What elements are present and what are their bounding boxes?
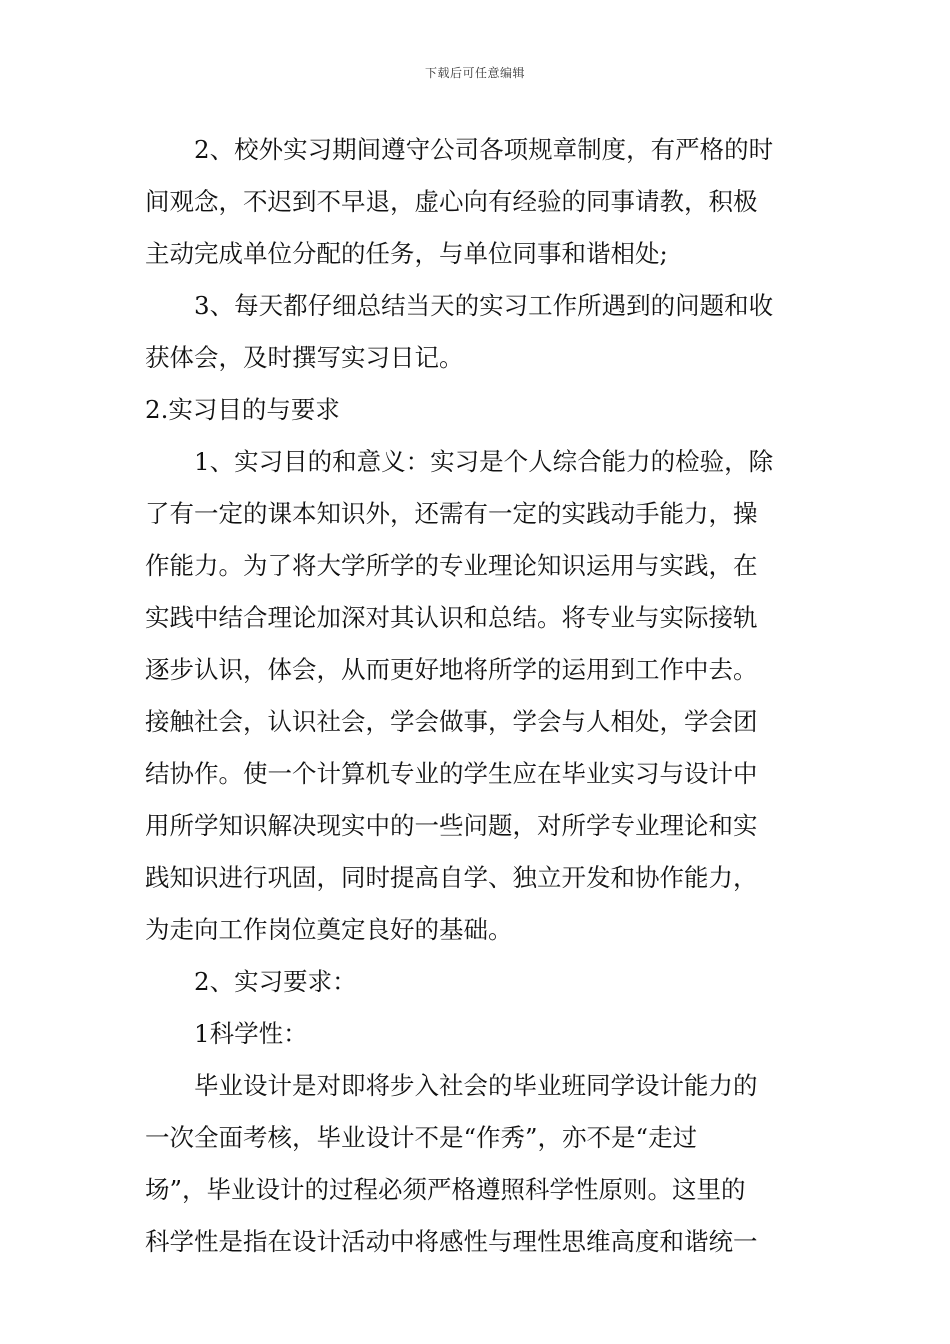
text-line: 践知识进行巩固，同时提高自学、独立开发和协作能力，: [145, 863, 758, 892]
text-line: 2、校外实习期间遵守公司各项规章制度，有严格的时: [194, 135, 774, 164]
text-line: 为走向工作岗位奠定良好的基础。: [145, 915, 513, 944]
text-line: 用所学知识解决现实中的一些问题，对所学专业理论和实: [145, 811, 758, 840]
text-line: 场”，毕业设计的过程必须严格遵照科学性原则。这里的: [145, 1175, 746, 1204]
text-line: 逐步认识，体会，从而更好地将所学的运用到工作中去。: [145, 655, 758, 684]
text-line: 主动完成单位分配的任务，与单位同事和谐相处;: [145, 239, 668, 268]
text-line: 结协作。使一个计算机专业的学生应在毕业实习与设计中: [145, 759, 758, 788]
page-header: 下载后可任意编辑: [424, 66, 525, 80]
document-body: [145, 124, 807, 1268]
text-line: 作能力。为了将大学所学的专业理论知识运用与实践，在: [145, 551, 758, 580]
text-line: 3、每天都仔细总结当天的实习工作所遇到的问题和收: [194, 291, 774, 320]
text-line: 1、实习目的和意义：实习是个人综合能力的检验，除: [194, 447, 774, 476]
subsection-heading: 2、实习要求：: [194, 967, 357, 996]
subsection-heading: 1科学性：: [194, 1019, 308, 1048]
text-line: 间观念，不迟到不早退，虚心向有经验的同事请教，积极: [145, 187, 758, 216]
text-line: 实践中结合理论加深对其认识和总结。将专业与实际接轨: [145, 603, 758, 632]
text-line: 了有一定的课本知识外，还需有一定的实践动手能力，操: [145, 499, 758, 528]
text-line: 一次全面考核，毕业设计不是“作秀”，亦不是“走过: [145, 1123, 698, 1152]
text-line: 获体会，及时撰写实习日记。: [145, 343, 464, 372]
section-heading: 2.实习目的与要求: [145, 395, 340, 424]
text-line: 接触社会，认识社会，学会做事，学会与人相处，学会团: [145, 707, 758, 736]
text-line: 毕业设计是对即将步入社会的毕业班同学设计能力的: [194, 1071, 758, 1100]
text-line: 科学性是指在设计活动中将感性与理性思维高度和谐统一: [145, 1227, 758, 1256]
